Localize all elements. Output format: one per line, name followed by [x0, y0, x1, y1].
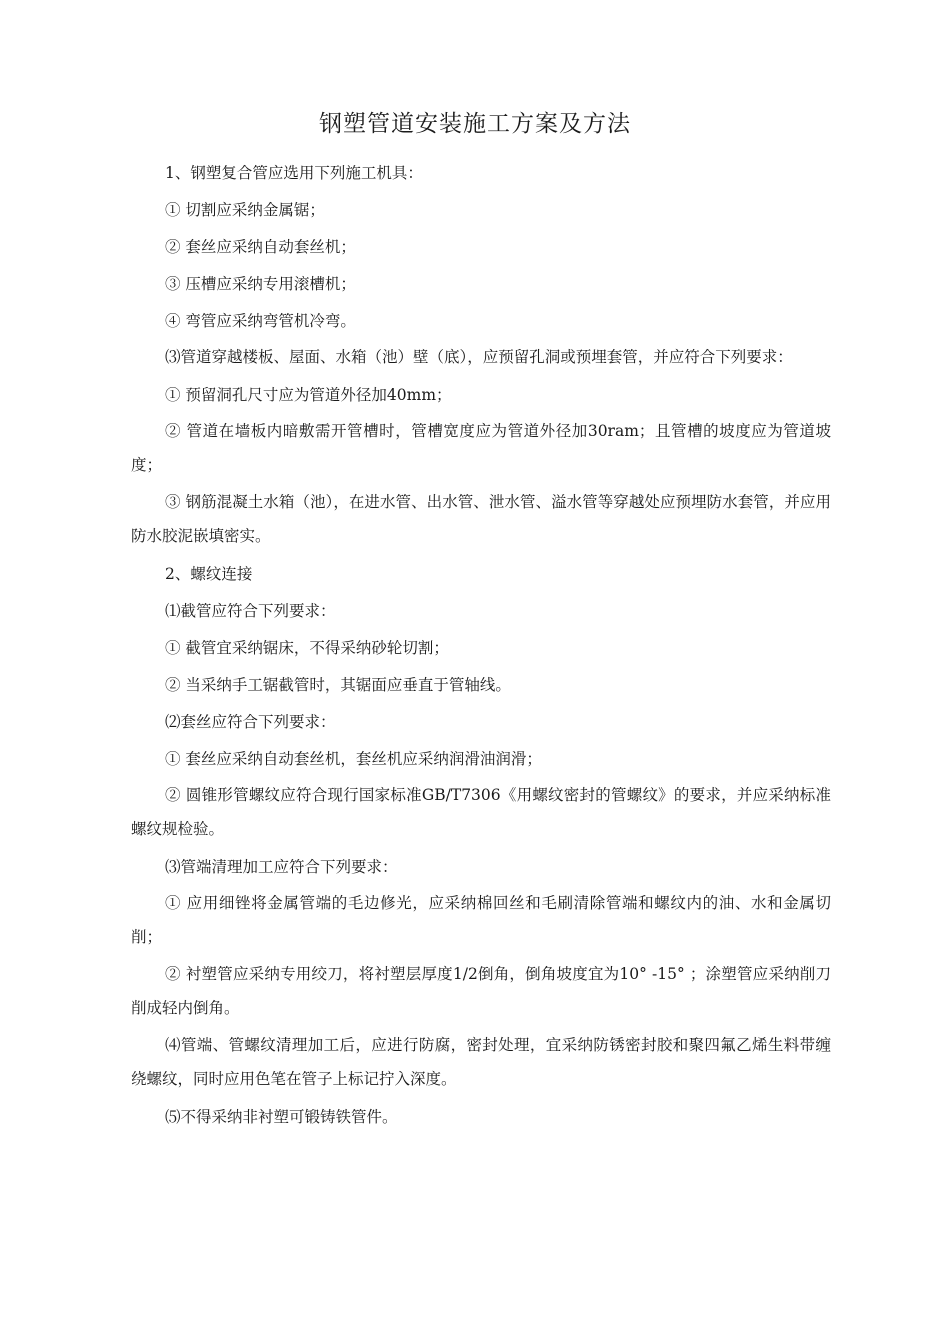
fittings-paragraph: ⑸不得采纳非衬塑可锻铸铁管件。 [165, 1107, 398, 1126]
tool-item-4: ④ 弯管应采纳弯管机冷弯。 [165, 312, 356, 330]
pipe-end-item-2: ② 衬塑管应采纳专用绞刀，将衬塑层厚度1/2倒角，倒角坡度宜为10° -15° ；涂塑管应采纳削刀削成轻内倒角。 [131, 964, 831, 1017]
cutting-requirements: ⑴截管应符合下列要求： [165, 601, 336, 620]
threading-item-2: ② 圆锥形管螺纹应符合现行国家标准GB/T7306《用螺纹密封的管螺纹》的要求，并应采纳标准螺纹规检验。 [131, 785, 831, 838]
threading-requirements: ⑵套丝应符合下列要求： [165, 712, 336, 731]
section-1-heading: 1、钢塑复合管应选用下列施工机具： [165, 164, 423, 182]
document-body [131, 155, 831, 1136]
penetration-item-2: ② 管道在墙板内暗敷需开管槽时，管槽宽度应为管道外径加30ram；且管槽的坡度应为管道坡度； [131, 421, 831, 474]
penetration-item-3: ③ 钢筋混凝土水箱（池），在进水管、出水管、泄水管、溢水管等穿越处应预埋防水套管，并应用防水胶泥嵌填密实。 [131, 492, 831, 545]
penetration-item-1: ① 预留洞孔尺寸应为管道外径加40mm； [165, 385, 452, 404]
pipe-end-requirements: ⑶管端清理加工应符合下列要求： [165, 857, 398, 876]
tool-item-1: ① 切割应采纳金属锯； [165, 201, 325, 219]
threading-item-1: ① 套丝应采纳自动套丝机，套丝机应采纳润滑油润滑； [165, 749, 542, 768]
section-2-heading: 2、螺纹连接 [165, 564, 253, 583]
anticorrosion-paragraph: ⑷管端、管螺纹清理加工后，应进行防腐，密封处理，宜采纳防锈密封胶和聚四氟乙烯生料带缠绕螺纹，同时应用色笔在管子上标记拧入深度。 [131, 1035, 831, 1088]
penetration-requirements: ⑶管道穿越楼板、屋面、水箱（池）壁（底），应预留孔洞或预埋套管，并应符合下列要求： [165, 348, 793, 366]
document-title: 钢塑管道安装施工方案及方法 [319, 111, 631, 137]
tool-item-2: ② 套丝应采纳自动套丝机； [165, 238, 356, 256]
pipe-end-item-1: ① 应用细锉将金属管端的毛边修光，应采纳棉回丝和毛刷清除管端和螺纹内的油、水和金属切削； [131, 893, 831, 946]
tool-item-3: ③ 压槽应采纳专用滚槽机； [165, 275, 356, 293]
cutting-item-1: ① 截管宜采纳锯床，不得采纳砂轮切割； [165, 638, 449, 657]
cutting-item-2: ② 当采纳手工锯截管时，其锯面应垂直于管轴线。 [165, 675, 511, 694]
